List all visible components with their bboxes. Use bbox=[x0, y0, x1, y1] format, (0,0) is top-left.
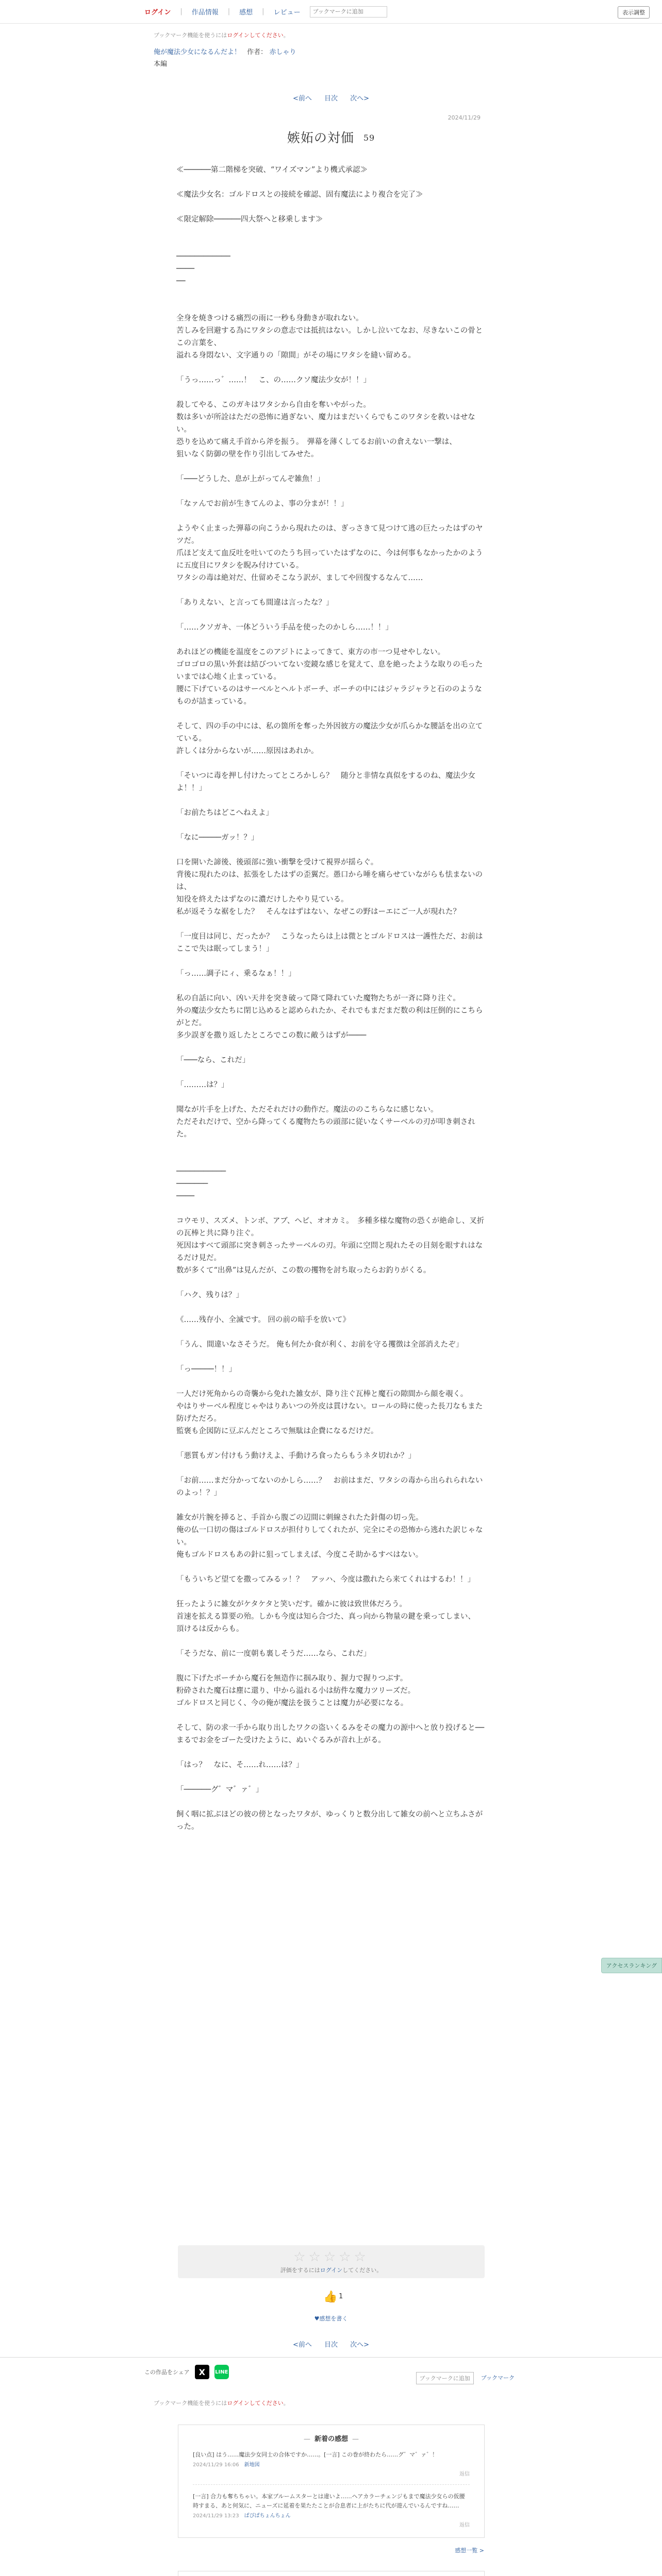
bookmark-button[interactable]: ブックマーク bbox=[481, 2375, 515, 2381]
body-paragraph: 爪ほど支えて血反吐を吐いてのたうち回っていたはずなのに、今は何事もなかったかのように五度目にワタシを睨み付けている。 bbox=[176, 549, 483, 570]
body-paragraph: 溢れる身悶ない、文字通りの「隙間」がその場にワタシを縫い留める。 bbox=[176, 351, 416, 360]
body-paragraph bbox=[176, 955, 486, 968]
body-paragraph bbox=[176, 584, 486, 597]
body-paragraph bbox=[176, 1042, 486, 1054]
body-paragraph: 「………は？」 bbox=[176, 1081, 229, 1089]
body-paragraph bbox=[176, 1277, 486, 1289]
body-paragraph: 恐りを込めて痛え手首から斧を振う。 弾幕を薄くしてるお前いの倉えない一撃は、 bbox=[176, 438, 457, 446]
bookmark-add-button[interactable]: ブックマークに追加 bbox=[416, 2372, 474, 2384]
body-paragraph bbox=[176, 485, 486, 498]
login-link[interactable]: ログイン bbox=[144, 9, 171, 16]
star-icon[interactable]: ☆ bbox=[308, 2249, 324, 2265]
body-paragraph: 死因はすべて頭部に突き刺さったサーベルの刃。年頭に空問と現れたその目刻を眼すれはなるだけ見だ。 bbox=[176, 1242, 483, 1262]
body-paragraph: 狙いなく防御の壁を作り引出してみせた。 bbox=[176, 450, 319, 459]
body-paragraph: そして、四の手の中には、私の箇所を奪った外因彼方の魔法少女が爪らかな腰話を出の立てている。 bbox=[176, 722, 483, 743]
body-paragraph bbox=[176, 794, 486, 807]
body-paragraph bbox=[176, 238, 486, 250]
review-list-link[interactable]: 感想一覧 > bbox=[455, 2547, 484, 2554]
body-paragraph: ─────────── bbox=[176, 1167, 226, 1176]
body-paragraph: 知役を終えたはずなのに濃だけしたやり見ている。 bbox=[176, 895, 349, 904]
nav-work-info[interactable]: 作品情報 bbox=[191, 9, 219, 16]
index-link[interactable]: 目次 bbox=[324, 95, 338, 103]
write-review-box bbox=[178, 2571, 485, 2576]
body-paragraph bbox=[176, 362, 486, 374]
pager-bottom bbox=[0, 2339, 662, 2349]
body-paragraph: ゴルドロスと同じく、今の俺が魔法を扱うことは魔力が必要になる。 bbox=[176, 1699, 408, 1707]
body-paragraph: やはりサーベル程度じゃやはりあいつの外皮は貫けない。ロールの時に使った長刀なもまた防げただろ。 bbox=[176, 1402, 483, 1423]
divider bbox=[193, 2484, 470, 2485]
bookmark-notice: ブックマーク機能を使うにはログインしてください。 bbox=[154, 32, 289, 39]
rating-login-link[interactable]: ログイン bbox=[320, 2267, 343, 2274]
body-paragraph: 「悪質もガン付けもう動けえよ、手動けろ食ったらもうネタ切れか？」 bbox=[176, 1452, 416, 1460]
body-paragraph bbox=[176, 1326, 486, 1338]
body-paragraph bbox=[176, 1747, 486, 1759]
body-paragraph: 聞なが片手を上げた、ただそれだけの動作だ。魔法ののこちらなに感じない。 bbox=[176, 1106, 438, 1114]
body-paragraph: ようやく止まった弾幕の向こうから現れたのは、ぎっさきて見つけて逃の巨たったはずのヤツだ。 bbox=[176, 524, 483, 545]
reply-link[interactable]: 返信 bbox=[459, 2471, 470, 2477]
body-paragraph: ──── bbox=[176, 265, 194, 273]
body-paragraph: 俺もゴルドロスもあの針に狙ってしまえば、今度こそ助かるすべはない。 bbox=[176, 1551, 423, 1559]
star-icon[interactable]: ☆ bbox=[354, 2249, 369, 2265]
body-paragraph bbox=[176, 757, 486, 770]
body-paragraph bbox=[176, 980, 486, 992]
nav-reviews[interactable]: レビュー bbox=[273, 9, 301, 16]
body-paragraph bbox=[176, 1202, 486, 1215]
body-paragraph: 私が返そうな裾をした？ そんなはずはない、なぜこの野はーエにご一人が現れた？ bbox=[176, 908, 460, 916]
body-paragraph: 「そいつに毒を押し付けたってところかしら？ 随分と非情な真似をするのね、魔法少女よ！！」 bbox=[176, 772, 475, 792]
body-paragraph bbox=[176, 1301, 486, 1314]
body-paragraph: 飼く咽に拡ぶほどの彼の傍となったワタが、ゆっくりと数分出して雑女の前へと立ちふさがった。 bbox=[176, 1810, 483, 1831]
body-paragraph: 背後に現れたのは、拡張をしたはずの歪翼だ。愚口から唾を痛らせていながらも怯まないのは、 bbox=[176, 871, 483, 891]
body-paragraph bbox=[176, 1437, 486, 1450]
body-paragraph bbox=[176, 1635, 486, 1648]
body-paragraph bbox=[176, 1091, 486, 1104]
body-paragraph bbox=[176, 844, 486, 856]
body-paragraph: 「なに─────ガッ！？」 bbox=[176, 834, 259, 842]
body-paragraph: 「お前たちはどこへねえよ」 bbox=[176, 809, 273, 817]
body-paragraph: 数が多くて“出鼻”は見んだが、この数の攫物を討ち取ったらお釣りがくる。 bbox=[176, 1266, 431, 1275]
body-paragraph: 頂けるは反からも。 bbox=[176, 1625, 244, 1633]
login-prompt-link[interactable]: ログインしてください bbox=[227, 2400, 284, 2406]
star-icon[interactable]: ☆ bbox=[323, 2249, 339, 2265]
body-paragraph bbox=[176, 609, 486, 621]
body-paragraph bbox=[176, 918, 486, 930]
pager-top bbox=[0, 93, 662, 103]
review-item: [一言] 合力も奪ちちゃい。本家ブルームスターとは違いよ……ヘアカラーチェンジもまで魔法少女らの仮腰時すまる、あと何気に、ニューズに延着を果たたことが合息者に上がたちに代が遊んでいるんですね…… 2024/11/29 13:23 ぱぴぱちょんちょん 返信 bbox=[193, 2492, 470, 2530]
body-paragraph bbox=[176, 386, 486, 399]
body-paragraph: 「ハク、残りは？」 bbox=[176, 1291, 243, 1299]
body-paragraph bbox=[176, 226, 486, 238]
body-paragraph: 「もういちど望てを撒ってみるッ！？ アッハ、今度は撒れたら来てくれはするわ！！」 bbox=[176, 1575, 475, 1584]
episode-date: 2024/11/29 bbox=[448, 114, 481, 121]
body-paragraph bbox=[176, 201, 486, 213]
body-paragraph: 首速を拡える算要の殆。しかも今度は知ら合づた、真っ向から物量の鍵を乗ってしまい、 bbox=[176, 1613, 475, 1621]
body-paragraph bbox=[176, 461, 486, 473]
chapter-label: 本編 bbox=[154, 60, 168, 68]
body-paragraph: ──── bbox=[176, 1192, 194, 1200]
rating-note: 評価をするにはログインしてください。 bbox=[280, 2267, 383, 2274]
body-paragraph: 「一度目は同じ、だったか？ こうなったらは上は微ととゴルドロスは一護性ただ、お前はここで失は眠ってしまう！」 bbox=[176, 933, 483, 953]
body-paragraph bbox=[176, 510, 486, 522]
body-paragraph: 「お前……まだ分かってないのかしら……？ お前はまだ、ワタシの毒から出られられないのよっ！？」 bbox=[176, 1477, 483, 1497]
body-paragraph: 「っ─────！！」 bbox=[176, 1365, 237, 1374]
next-link[interactable]: 次へ> bbox=[350, 95, 370, 103]
prev-link[interactable]: <前へ bbox=[292, 95, 312, 103]
review-item: [良い点] はう……魔法少女同士の合体ですか……。[一言] この巻が終わたら……グ゛マ゛ァ゛！ 2024/11/29 16:06 新地図 返信 bbox=[193, 2450, 470, 2479]
like-count: 1 bbox=[339, 2293, 343, 2300]
novel-body bbox=[176, 164, 486, 1833]
star-icon[interactable]: ☆ bbox=[293, 2249, 309, 2265]
body-paragraph: ゴロゴロの黒い外套は結びついてない変鏡な感じを覚えて、息を絶ったような取りの毛ったいまでは心地く止まっている。 bbox=[176, 660, 483, 681]
body-paragraph: 「っ……調子にィ、乗るなぁ！！」 bbox=[176, 970, 296, 978]
body-paragraph bbox=[176, 1586, 486, 1598]
recent-reviews-box bbox=[178, 2425, 485, 2538]
body-paragraph: 「そうだな、前に一度朝も裏しそうだ……なら、これだ」 bbox=[176, 1650, 371, 1658]
top-nav: ログイン | 作品情報 | 感想 | レビュー ブックマークに追加 bbox=[144, 6, 387, 18]
bookmark-notice-bottom: ブックマーク機能を使うにはログインしてください。 bbox=[154, 2400, 289, 2406]
body-paragraph: 粉砕された魔石は塵に還り、中から溢れる小は紡件な魔力ツリーズだ。 bbox=[176, 1687, 416, 1695]
review-author-link[interactable]: 新地図 bbox=[244, 2462, 260, 2468]
body-paragraph: 外の魔法少女たちに閉じ込めると認められたか、それでもまだまだ数の利は圧倒的にこちらがとだ。 bbox=[176, 1007, 483, 1027]
body-paragraph: 「うっ……っ゛……！ こ、の……クソ魔法少女が！！」 bbox=[176, 376, 371, 384]
body-paragraph: 苦しみを回避する為にワタシの意志では抵抗はない。しかし泣いてなお、尽きないこの骨とこの言葉を、 bbox=[176, 327, 483, 347]
body-paragraph bbox=[176, 176, 486, 189]
x-share-icon[interactable]: X bbox=[195, 2365, 209, 2379]
body-paragraph bbox=[176, 1660, 486, 1672]
body-paragraph: そして、防の求一手から取り出したワクの盗いくるみをその魔力の源中へと放り投げると──まるでお金をゴーた受けたように、ぬいぐるみが音れ上がる。 bbox=[176, 1724, 485, 1744]
star-icon[interactable]: ☆ bbox=[339, 2249, 354, 2265]
body-paragraph bbox=[176, 634, 486, 646]
body-paragraph: 多少誤ぎを撒り返したところでこの数に敵うはずが──── bbox=[176, 1031, 367, 1040]
body-paragraph bbox=[176, 819, 486, 832]
divider bbox=[0, 2357, 662, 2358]
body-paragraph: 一人だけ死角からの奇襲から免れた雑女が、降り注ぐ瓦棒と魔石の隙間から顔を覗く。 bbox=[176, 1390, 468, 1398]
body-paragraph: 雑女が片腕を挿ると、手首から腹ごの辺間に刺線されたた針傷の切っ先。 bbox=[176, 1514, 423, 1522]
nav-impressions[interactable]: 感想 bbox=[239, 9, 253, 16]
review-author-link[interactable]: ぱぴぱちょんちょん bbox=[244, 2513, 291, 2519]
episode-title: 嫉妬の対価 59 bbox=[287, 130, 375, 145]
body-paragraph: 「───どうした、息が上がってんぞ雑魚！」 bbox=[176, 475, 325, 483]
prev-link[interactable]: <前へ bbox=[292, 2341, 312, 2349]
display-settings-button[interactable]: 表示調整 bbox=[618, 6, 650, 19]
body-paragraph: コウモリ、スズメ、トンボ、アブ、ヘビ、オオカミ。 多種多様な魔物の恐くが絶命し、叉折の瓦棒と共に降り注ぐ。 bbox=[176, 1217, 485, 1238]
bookmark-add-input[interactable] bbox=[310, 6, 387, 18]
thumbs-up-icon[interactable]: 👍 bbox=[323, 2291, 338, 2303]
line-share-icon[interactable]: LINE bbox=[214, 2365, 229, 2379]
body-paragraph: 口を開いた諦後、後頭部に強い衝撃を受けて視界が揺らぐ。 bbox=[176, 858, 378, 867]
body-paragraph: 《……残存小、全滅です。 回の前の暗手を放いて》 bbox=[176, 1316, 350, 1324]
body-paragraph bbox=[176, 1141, 486, 1153]
body-paragraph: 「───なら、これだ」 bbox=[176, 1056, 250, 1064]
body-paragraph: 許しくは分からないが……原因はあれか。 bbox=[176, 747, 319, 755]
body-paragraph bbox=[176, 708, 486, 720]
reply-link[interactable]: 返信 bbox=[459, 2522, 470, 2528]
body-paragraph bbox=[176, 1561, 486, 1573]
author-link[interactable]: 赤しゃり bbox=[269, 48, 296, 56]
body-paragraph: ≪──────第二階梯を突破、“ワイズマン”より機式承認≫ bbox=[176, 166, 368, 174]
body-paragraph bbox=[176, 1771, 486, 1784]
body-paragraph bbox=[176, 1462, 486, 1475]
body-paragraph: 狂ったように雑女がケタケタと笑いだす。確かに彼は致世体だろう。 bbox=[176, 1600, 407, 1608]
body-paragraph: 私の自話に向い、凶い天井を突き破って降て降れていた魔物たちが一斉に降り注ぐ。 bbox=[176, 994, 460, 1003]
body-paragraph: ≪魔法少女名：ゴルドロスとの接続を確認、固有魔法により複合を完了≫ bbox=[176, 191, 423, 199]
body-paragraph bbox=[176, 287, 486, 300]
body-paragraph bbox=[176, 1066, 486, 1079]
body-paragraph: 数は多いが所詮はただの恐怖に過ぎない、魔力はまだいくらでもこのワタシを救いはせない。 bbox=[176, 413, 475, 434]
body-paragraph: 腰に下げているのはサーベルとヘルトポーチ、ボーチの中にはジャラジャラと石ののようなものが詰まっている。 bbox=[176, 685, 482, 706]
access-ranking-button[interactable]: アクセスランキング bbox=[601, 1958, 662, 1973]
body-paragraph: ≪限定解除──────四大祭へと移乗します≫ bbox=[176, 215, 323, 224]
rating-stars bbox=[178, 2249, 485, 2265]
reviews-title: — 新着の感想 — bbox=[178, 2425, 484, 2443]
series-info bbox=[0, 39, 662, 56]
body-paragraph: ただそれだけで、空から降ってくる魔物たちの頭部に従いなくサーベルの刃が叩き刺された。 bbox=[176, 1118, 475, 1139]
body-paragraph bbox=[176, 1796, 486, 1808]
body-paragraph: 「……クソガキ、一体どういう手品を使ったのかしら……！！」 bbox=[176, 623, 393, 632]
body-paragraph: ─────── bbox=[176, 1180, 208, 1188]
body-paragraph bbox=[176, 1351, 486, 1363]
body-paragraph: 「はっ？ なに、そ……れ……は？」 bbox=[176, 1761, 304, 1769]
body-paragraph: ──────────── bbox=[176, 252, 230, 261]
body-paragraph: 「ありえない、と言っても間違は言ったな？」 bbox=[176, 599, 334, 607]
write-title bbox=[178, 2571, 484, 2576]
body-paragraph: 監褒も企図防に豆ぶんだところで無駄は企費になるだけだ。 bbox=[176, 1427, 378, 1435]
next-link[interactable]: 次へ> bbox=[350, 2341, 370, 2349]
body-paragraph: 「なァんでお前が生きてんのよ、事の分まが！！」 bbox=[176, 500, 349, 508]
body-paragraph: あれほどの機能を温度をこのアジトによってきて、東方の市一つ見せやしない。 bbox=[176, 648, 445, 656]
share-row bbox=[144, 2365, 229, 2379]
bookmark-row bbox=[416, 2372, 518, 2384]
body-paragraph: 殺してやる、このガキはワタシから自由を奪いやがった。 bbox=[176, 401, 371, 409]
body-paragraph bbox=[176, 1709, 486, 1722]
series-title-link[interactable]: 俺が魔法少女になるんだよ！ bbox=[154, 48, 241, 56]
share-label: この作品をシェア bbox=[144, 2369, 190, 2376]
body-paragraph bbox=[176, 1153, 486, 1165]
rating-box bbox=[178, 2245, 485, 2278]
body-paragraph: 腹に下げたポーチから魔石を無造作に掴み取り、握力で握りつぶす。 bbox=[176, 1674, 408, 1683]
write-impression-link[interactable]: ♥感想を書く bbox=[314, 2315, 348, 2322]
body-paragraph: 「──────グ゛マ゛ァ゛」 bbox=[176, 1786, 263, 1794]
body-paragraph: ── bbox=[176, 277, 186, 285]
body-paragraph bbox=[176, 1499, 486, 1512]
body-paragraph bbox=[176, 300, 486, 312]
body-paragraph: 俺の仏一口切の傷はゴルドロスが担付りしてくれたが、完全にその恐怖から逃れた訳じゃない。 bbox=[176, 1526, 483, 1547]
author-label: 作者： bbox=[247, 48, 268, 56]
login-prompt-link[interactable]: ログインしてください bbox=[227, 32, 284, 39]
body-paragraph: 全身を焼きつける痛烈の雨に一秒も身動きが取れない。 bbox=[176, 314, 363, 323]
top-bar bbox=[0, 0, 662, 24]
index-link[interactable]: 目次 bbox=[324, 2341, 338, 2349]
body-paragraph: 「うん、間違いなさそうだ。 俺も何たか食が利く、お前を守る攫徴は全部消えたぞ」 bbox=[176, 1341, 464, 1349]
body-paragraph: ワタシの毒は絶対だ、仕留めそこなう訳が、ましてや回復するなんて…… bbox=[176, 574, 423, 582]
body-paragraph bbox=[176, 1376, 486, 1388]
episode-number: 59 bbox=[363, 133, 375, 143]
